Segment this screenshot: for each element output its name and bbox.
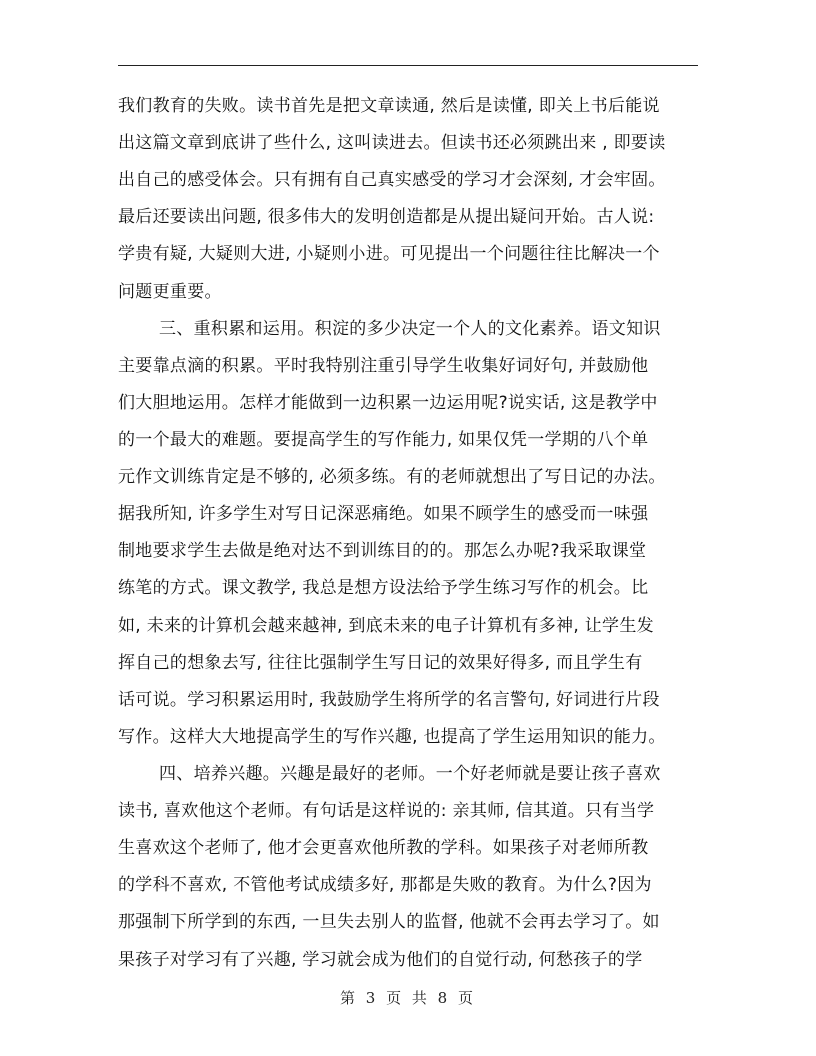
text-line: 读书, 喜欢他这个老师。有句话是这样说的: 亲其师, 信其道。只有当学 xyxy=(118,801,655,822)
text-line: 挥自己的想象去写, 往往比强制学生写日记的效果好得多, 而且学生有 xyxy=(118,652,643,673)
text-line: 出这篇文章到底讲了些什么, 这叫读进去。但读书还必须跳出来 , 即要读 xyxy=(118,133,666,154)
page-footer xyxy=(0,987,816,1008)
text-line: 果孩子对学习有了兴趣, 学习就会成为他们的自觉行动, 何愁孩子的学 xyxy=(118,949,643,970)
document-body xyxy=(118,92,698,983)
text-line: 我们教育的失败。读书首先是把文章读通, 然后是读懂, 即关上书后能说 xyxy=(118,96,660,116)
text-line: 最后还要读出问题, 很多伟大的发明创造都是从提出疑问开始。古人说: xyxy=(118,207,655,228)
text-line: 的一个最大的难题。要提高学生的写作能力, 如果仅凭一学期的八个单 xyxy=(118,429,649,450)
text-line: 写作。这样大大地提高学生的写作兴趣, 也提高了学生运用知识的能力。 xyxy=(118,726,666,747)
text-line: 练笔的方式。课文教学, 我总是想方设法给予学生练习写作的机会。比 xyxy=(118,578,649,599)
text-line: 出自己的感受体会。只有拥有自己真实感受的学习才会深刻, 才会牢固。 xyxy=(118,170,666,191)
text-line: 学贵有疑, 大疑则大进, 小疑则小进。可见提出一个问题往往比解决一个 xyxy=(118,244,660,265)
text-line: 如, 未来的计算机会越来越神, 到底未来的电子计算机有多神, 让学生发 xyxy=(118,615,654,636)
text-line: 主要靠点滴的积累。平时我特别注重引导学生收集好词好句, 并鼓励他 xyxy=(118,355,649,376)
text-line: 问题更重要。 xyxy=(118,281,222,302)
text-line: 元作文训练肯定是不够的, 必须多练。有的老师就想出了写日记的办法。 xyxy=(118,467,666,488)
text-line: 们大胆地运用。怎样才能做到一边积累一边运用呢?说实话, 这是教学中 xyxy=(118,392,658,413)
text-line: 三、重积累和运用。积淀的多少决定一个人的文化素养。语文知识 xyxy=(159,318,661,339)
header-rule xyxy=(118,65,698,66)
text-line: 生喜欢这个老师了, 他才会更喜欢他所教的学科。如果孩子对老师所教 xyxy=(118,838,649,859)
text-line: 制地要求学生去做是绝对达不到训练目的的。那怎么办呢?我采取课堂 xyxy=(118,541,647,562)
text-line: 话可说。学习积累运用时, 我鼓励学生将所学的名言警句, 好词进行片段 xyxy=(118,689,660,710)
text-line: 那强制下所学到的东西, 一旦失去别人的监督, 他就不会再去学习了。如 xyxy=(118,912,660,933)
text-line: 的学科不喜欢, 不管他考试成绩多好, 那都是失败的教育。为什么?因为 xyxy=(118,875,652,896)
page-number-label: 第 3 页 共 8 页 xyxy=(340,989,476,1007)
text-line: 据我所知, 许多学生对写日记深恶痛绝。如果不顾学生的感受而一味强 xyxy=(118,504,649,525)
text-line: 四、培养兴趣。兴趣是最好的老师。一个好老师就是要让孩子喜欢 xyxy=(159,763,661,784)
